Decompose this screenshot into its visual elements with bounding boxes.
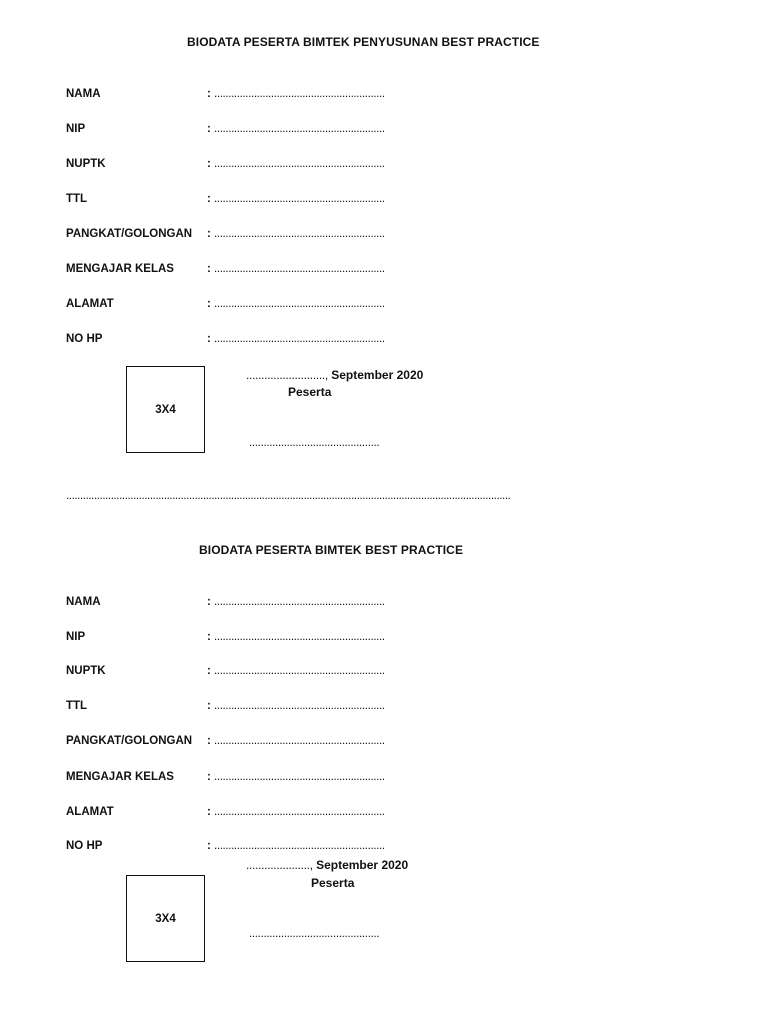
- field-colon: :: [207, 123, 211, 135]
- field-label: NAMA: [66, 88, 101, 100]
- field-fill-line[interactable]: ............................................................: [214, 806, 385, 818]
- field-fill-line[interactable]: ............................................................: [214, 193, 385, 205]
- date-fill-line[interactable]: .....................,: [246, 858, 313, 872]
- field-colon: :: [207, 840, 211, 852]
- signature-line[interactable]: .............................................: [249, 437, 380, 449]
- date-line: [246, 368, 423, 382]
- field-colon: :: [207, 806, 211, 818]
- field-fill-line[interactable]: ............................................................: [214, 840, 385, 852]
- field-colon: :: [207, 333, 211, 345]
- photo-box: [126, 875, 205, 962]
- field-fill-line[interactable]: ............................................................: [214, 158, 385, 170]
- field-colon: :: [207, 88, 211, 100]
- field-colon: :: [207, 665, 211, 677]
- field-label: NUPTK: [66, 158, 106, 170]
- field-fill-line[interactable]: ............................................................: [214, 665, 385, 677]
- cut-line-separator: ...............................................................................................................................................................: [66, 490, 511, 502]
- field-fill-line[interactable]: ............................................................: [214, 298, 385, 310]
- photo-box: [126, 366, 205, 453]
- signature-line[interactable]: .............................................: [249, 928, 380, 940]
- date-text: September 2020: [327, 368, 424, 382]
- field-label: NAMA: [66, 596, 101, 608]
- field-colon: :: [207, 193, 211, 205]
- date-line: [246, 858, 408, 872]
- field-label: NO HP: [66, 333, 103, 345]
- date-text: September 2020: [312, 858, 409, 872]
- photo-size-label: 3X4: [155, 403, 176, 416]
- field-label: ALAMAT: [66, 298, 114, 310]
- field-label: ALAMAT: [66, 806, 114, 818]
- field-colon: :: [207, 298, 211, 310]
- field-fill-line[interactable]: ............................................................: [214, 88, 385, 100]
- field-fill-line[interactable]: ............................................................: [214, 263, 385, 275]
- field-fill-line[interactable]: ............................................................: [214, 333, 385, 345]
- field-label: MENGAJAR KELAS: [66, 771, 174, 783]
- field-label: NUPTK: [66, 665, 106, 677]
- field-label: PANGKAT/GOLONGAN: [66, 228, 193, 240]
- field-colon: :: [207, 228, 211, 240]
- field-label: MENGAJAR KELAS: [66, 263, 174, 275]
- field-colon: :: [207, 596, 211, 608]
- field-label: NO HP: [66, 840, 103, 852]
- field-label: TTL: [66, 193, 88, 205]
- field-fill-line[interactable]: ............................................................: [214, 771, 385, 783]
- form-title: BIODATA PESERTA BIMTEK PENYUSUNAN BEST PRACTICE: [187, 35, 540, 49]
- field-colon: :: [207, 771, 211, 783]
- form-title: BIODATA PESERTA BIMTEK BEST PRACTICE: [199, 543, 464, 557]
- field-fill-line[interactable]: ............................................................: [214, 631, 385, 643]
- field-label: PANGKAT/GOLONGAN: [66, 735, 193, 747]
- field-label: NIP: [66, 631, 86, 643]
- field-fill-line[interactable]: ............................................................: [214, 228, 385, 240]
- date-fill-line[interactable]: ..........................,: [246, 368, 328, 382]
- field-label: NIP: [66, 123, 86, 135]
- field-fill-line[interactable]: ............................................................: [214, 735, 385, 747]
- field-colon: :: [207, 263, 211, 275]
- field-colon: :: [207, 631, 211, 643]
- field-fill-line[interactable]: ............................................................: [214, 700, 385, 712]
- peserta-label: Peserta: [288, 385, 332, 399]
- field-fill-line[interactable]: ............................................................: [214, 123, 385, 135]
- field-colon: :: [207, 158, 211, 170]
- field-label: TTL: [66, 700, 88, 712]
- field-colon: :: [207, 735, 211, 747]
- peserta-label: Peserta: [311, 876, 355, 890]
- field-colon: :: [207, 700, 211, 712]
- photo-size-label: 3X4: [155, 912, 176, 925]
- field-fill-line[interactable]: ............................................................: [214, 596, 385, 608]
